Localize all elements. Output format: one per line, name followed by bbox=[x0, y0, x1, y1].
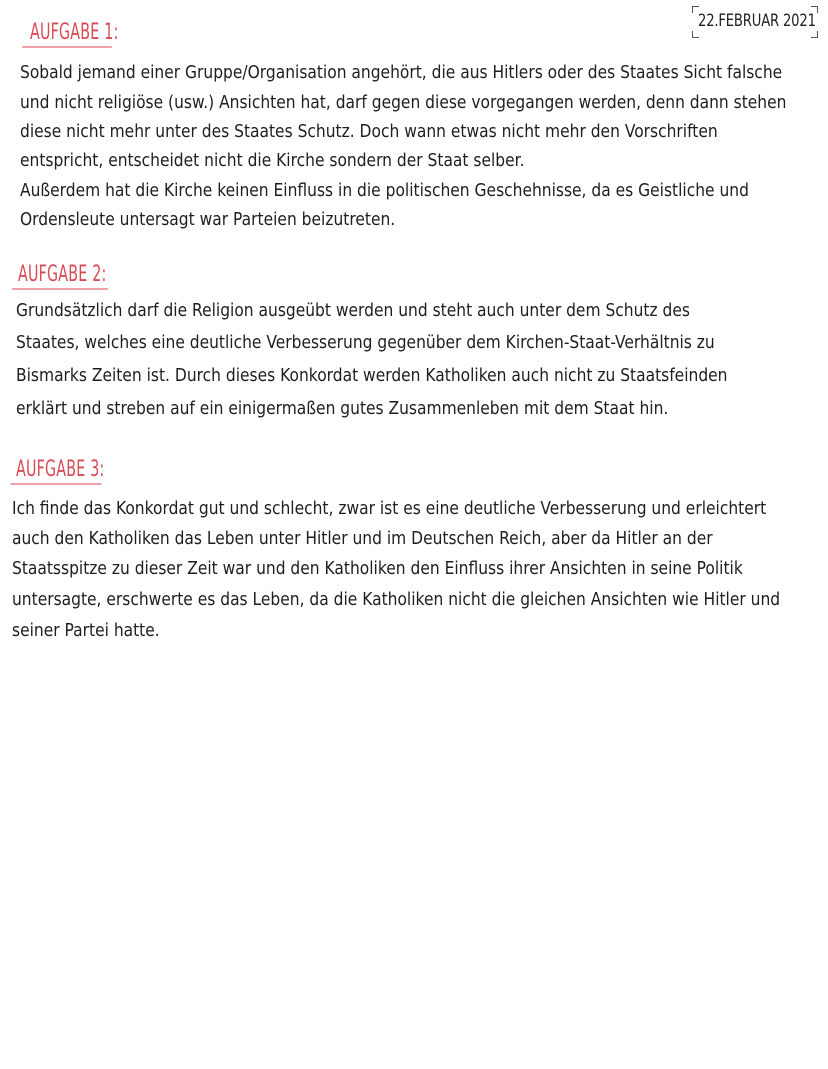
section-2-title: AUFGABE 2: bbox=[18, 262, 107, 287]
section-1-underline bbox=[22, 46, 112, 48]
date-box bbox=[692, 6, 818, 38]
date-box-corner-bottom-left bbox=[692, 31, 699, 38]
section-2-line: erklärt und streben auf ein einigermaßen gutes Zusammenleben mit dem Staat hin. bbox=[16, 398, 669, 419]
section-3-underline bbox=[10, 483, 102, 485]
date-label: 22.FEBRUAR 2021 bbox=[698, 11, 816, 31]
section-1-line: diese nicht mehr unter des Staates Schutz. Doch wann etwas nicht mehr den Vorschriften bbox=[20, 121, 718, 142]
section-1-title: AUFGABE 1: bbox=[30, 20, 119, 45]
section-2-underline bbox=[12, 288, 108, 290]
section-2-line: Staates, welches eine deutliche Verbesserung gegenüber dem Kirchen-Staat-Verhältnis zu bbox=[16, 332, 715, 353]
section-2-line: Grundsätzlich darf die Religion ausgeübt werden und steht auch unter dem Schutz des bbox=[16, 300, 690, 321]
section-3-line: Ich finde das Konkordat gut und schlecht, zwar ist es eine deutliche Verbesserung und erleichtert bbox=[12, 498, 767, 519]
section-1-line: Ordensleute untersagt war Parteien beizutreten. bbox=[20, 209, 396, 230]
date-box-corner-bottom-right bbox=[811, 31, 818, 38]
section-1-line: Sobald jemand einer Gruppe/Organisation angehört, die aus Hitlers oder des Staates Sicht falsche bbox=[20, 62, 783, 83]
section-1-line: entspricht, entscheidet nicht die Kirche sondern der Staat selber. bbox=[20, 150, 525, 171]
section-3-line: seiner Partei hatte. bbox=[12, 620, 160, 641]
section-1-line: und nicht religiöse (usw.) Ansichten hat, darf gegen diese vorgegangen werden, denn dann stehen bbox=[20, 92, 787, 113]
section-2-line: Bismarks Zeiten ist. Durch dieses Konkordat werden Katholiken auch nicht zu Staatsfeinden bbox=[16, 365, 728, 386]
section-1-line: Außerdem hat die Kirche keinen Einfluss in die politischen Geschehnisse, da es Geistliche und bbox=[20, 180, 749, 201]
section-3-title: AUFGABE 3: bbox=[16, 457, 105, 482]
section-3-line: untersagte, erschwerte es das Leben, da die Katholiken nicht die gleichen Ansichten wie Hitler und bbox=[12, 589, 781, 610]
section-3-line: Staatsspitze zu dieser Zeit war und den Katholiken den Einfluss ihrer Ansichten in seine Politik bbox=[12, 558, 743, 579]
section-3-line: auch den Katholiken das Leben unter Hitler und im Deutschen Reich, aber da Hitler an der bbox=[12, 528, 713, 549]
